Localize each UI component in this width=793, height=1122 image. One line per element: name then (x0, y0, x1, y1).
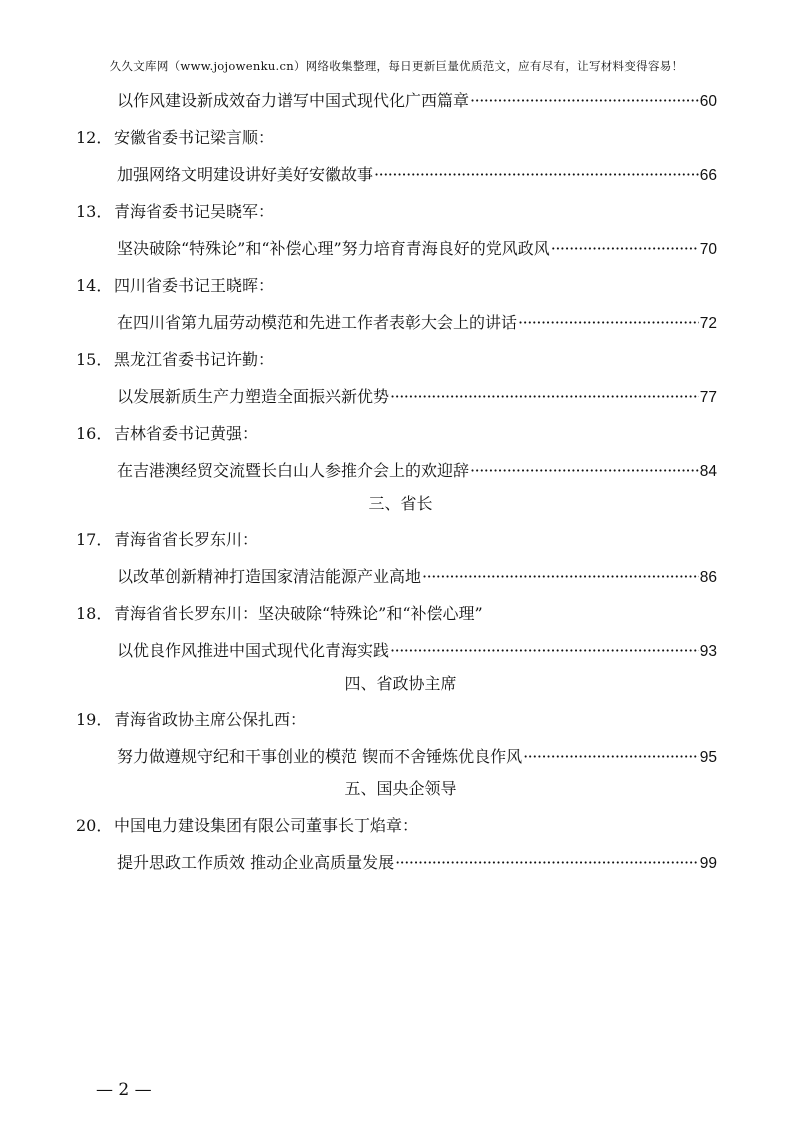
toc-page-number: 77 (699, 389, 717, 406)
section-heading (0, 774, 793, 804)
toc-item-heading (0, 419, 793, 449)
toc-item-heading (0, 705, 793, 735)
toc-entry-title: 以作风建设新成效奋力谱写中国式现代化广西篇章 (117, 91, 470, 110)
dot-leader (422, 562, 699, 592)
toc-page-number: 66 (699, 167, 717, 184)
item-speaker: 青海省委书记吴晓军： (114, 202, 275, 221)
toc-item-heading (0, 123, 793, 153)
dot-leader (518, 308, 699, 338)
dot-leader (523, 742, 699, 772)
toc-item-heading (0, 345, 793, 375)
toc-entry-title: 坚决破除“特殊论”和“补偿心理”努力培育青海良好的党风政风 (117, 239, 550, 258)
toc-page-number: 95 (699, 749, 717, 766)
item-number: 19． (76, 710, 113, 729)
item-speaker: 中国电力建设集团有限公司董事长丁焰章： (114, 816, 419, 835)
toc-page-number: 60 (699, 93, 717, 110)
toc-page-number: 93 (699, 643, 717, 660)
item-number: 16． (76, 424, 113, 443)
toc-item-heading (0, 599, 793, 629)
item-speaker: 四川省委书记王晓晖： (114, 276, 275, 295)
dot-leader (390, 382, 699, 412)
page-footer-number: — 2 — (96, 1080, 152, 1100)
toc-entry[interactable] (0, 86, 793, 116)
toc-page-number: 84 (699, 463, 717, 480)
item-number: 15． (76, 350, 113, 369)
toc-item-heading (0, 271, 793, 301)
toc-entry-title: 以优良作风推进中国式现代化青海实践 (117, 641, 390, 660)
toc-item-heading (0, 525, 793, 555)
toc-entry[interactable] (0, 742, 793, 772)
dot-leader (470, 86, 699, 116)
toc-page-number: 72 (699, 315, 717, 332)
item-number: 20． (76, 816, 113, 835)
toc-entry[interactable] (0, 848, 793, 878)
toc-entry-title: 以发展新质生产力塑造全面振兴新优势 (117, 387, 390, 406)
item-number: 14． (76, 276, 113, 295)
page-header: 久久文库网（www.jojowenku.cn）网络收集整理，每日更新巨量优质范文，应有尽有，让写材料变得容易！ (109, 59, 684, 73)
item-number: 13． (76, 202, 113, 221)
dot-leader (390, 636, 699, 666)
dot-leader (395, 848, 699, 878)
dot-leader (470, 456, 699, 486)
toc-entry[interactable] (0, 562, 793, 592)
section-title: 四、省政协主席 (344, 674, 457, 693)
toc-page-number: 86 (699, 569, 717, 586)
section-title: 五、国央企领导 (344, 779, 457, 798)
toc-entry[interactable] (0, 636, 793, 666)
dot-leader (551, 234, 699, 264)
item-number: 12． (76, 128, 113, 147)
section-heading (0, 489, 793, 519)
toc-entry-title: 在四川省第九届劳动模范和先进工作者表彰大会上的讲话 (117, 313, 518, 332)
item-speaker: 吉林省委书记黄强： (114, 424, 259, 443)
item-speaker: 青海省省长罗东川：坚决破除“特殊论”和“补偿心理” (114, 604, 483, 623)
toc-entry-title: 提升思政工作质效 推动企业高质量发展 (117, 853, 395, 872)
item-speaker: 青海省省长罗东川： (114, 530, 259, 549)
toc-entry-title: 努力做遵规守纪和干事创业的模范 锲而不舍锤炼优良作风 (117, 747, 523, 766)
toc-entry-title: 加强网络文明建设讲好美好安徽故事 (117, 165, 374, 184)
toc-page-number: 70 (699, 241, 717, 258)
item-speaker: 青海省政协主席公保扎西： (114, 710, 307, 729)
toc-entry-title: 以改革创新精神打造国家清洁能源产业高地 (117, 567, 422, 586)
section-heading (0, 669, 793, 699)
dot-leader (374, 160, 699, 190)
toc-item-heading (0, 197, 793, 227)
toc-entry[interactable] (0, 308, 793, 338)
toc-entry-title: 在吉港澳经贸交流暨长白山人参推介会上的欢迎辞 (117, 461, 470, 480)
toc-entry[interactable] (0, 382, 793, 412)
toc-entry[interactable] (0, 456, 793, 486)
toc-item-heading (0, 811, 793, 841)
item-number: 17． (76, 530, 113, 549)
item-speaker: 黑龙江省委书记许勤： (114, 350, 275, 369)
toc-page-number: 99 (699, 855, 717, 872)
toc-entry[interactable] (0, 160, 793, 190)
item-number: 18． (76, 604, 113, 623)
section-title: 三、省长 (368, 494, 433, 513)
toc-entry[interactable] (0, 234, 793, 264)
item-speaker: 安徽省委书记梁言顺： (114, 128, 275, 147)
